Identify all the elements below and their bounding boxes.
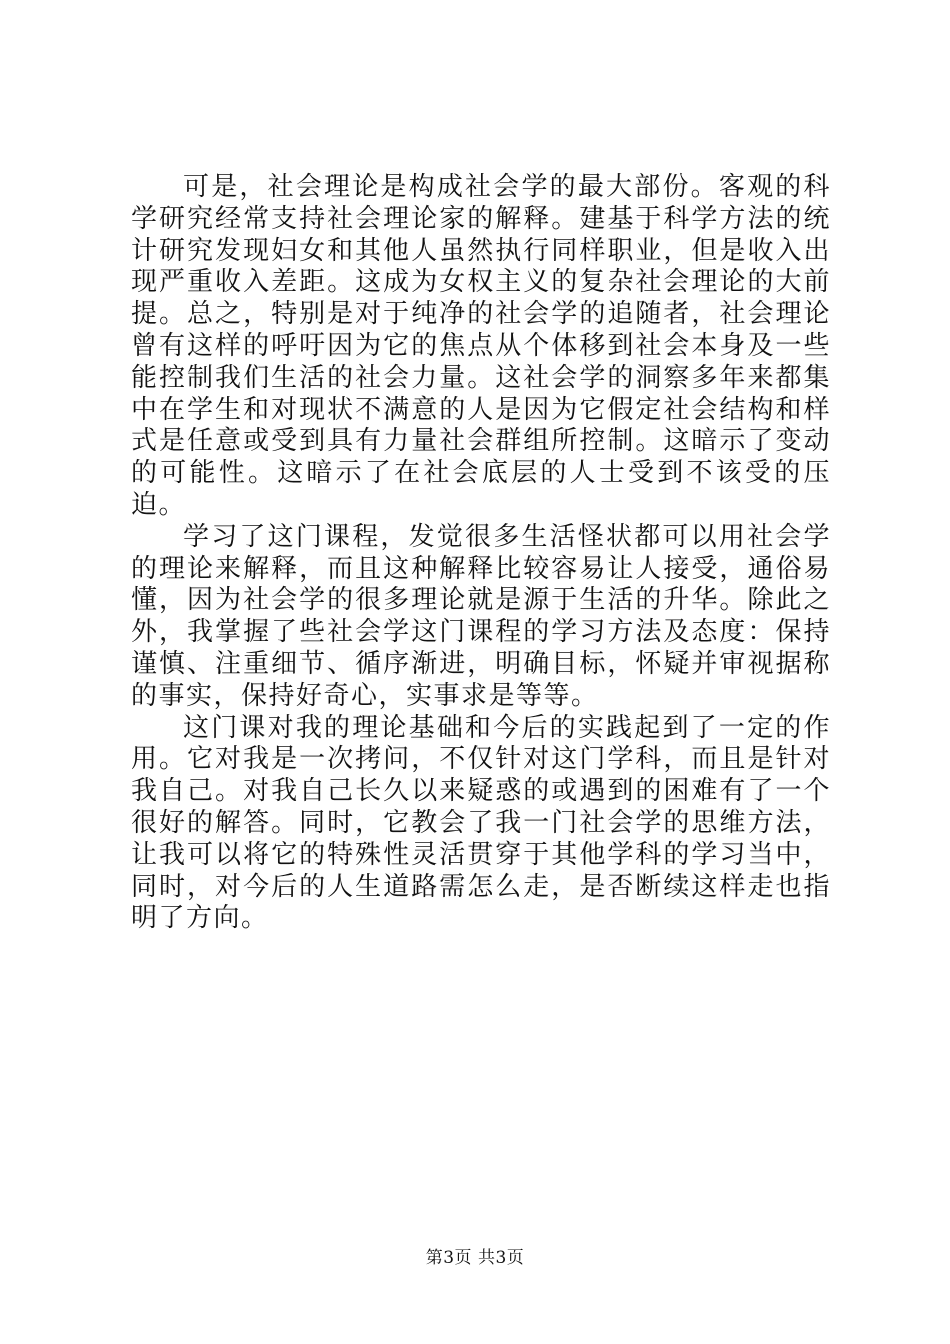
paragraph-1: 可是，社会理论是构成社会学的最大部份。客观的科学研究经常支持社会理论家的解释。建基于科学方法的统计研究发现妇女和其他人虽然执行同样职业，但是收入出现严重收入差距。这成为女权主义的复杂社会理论的大前提。总之，特别是对于纯净的社会学的追随者，社会理论曾有这样的呼吁因为它的焦点从个体移到社会本身及一些能控制我们生活的社会力量。这社会学的洞察多年来都集中在学生和对现状不满意的人是因为它假定社会结构和样式是任意或受到具有力量社会群组所控制。这暗示了变动的可能性。这暗示了在社会底层的人士受到不该受的压迫。 <box>131 172 831 520</box>
page-number-footer: 第3页 共3页 <box>425 1248 525 1268</box>
document-body <box>131 172 831 935</box>
paragraph-2: 学习了这门课程，发觉很多生活怪状都可以用社会学的理论来解释，而且这种解释比较容易让人接受，通俗易懂，因为社会学的很多理论就是源于生活的升华。除此之外，我掌握了些社会学这门课程的学习方法及态度：保持谨慎、注重细节、循序渐进，明确目标，怀疑并审视据称的事实，保持好奇心，实事求是等等。 <box>131 521 831 711</box>
paragraph-3: 这门课对我的理论基础和今后的实践起到了一定的作用。它对我是一次拷问，不仅针对这门学科，而且是针对我自己。对我自己长久以来疑惑的或遇到的困难有了一个很好的解答。同时，它教会了我一门社会学的思维方法，让我可以将它的特殊性灵活贯穿于其他学科的学习当中，同时，对今后的人生道路需怎么走，是否断续这样走也指明了方向。 <box>131 712 831 934</box>
